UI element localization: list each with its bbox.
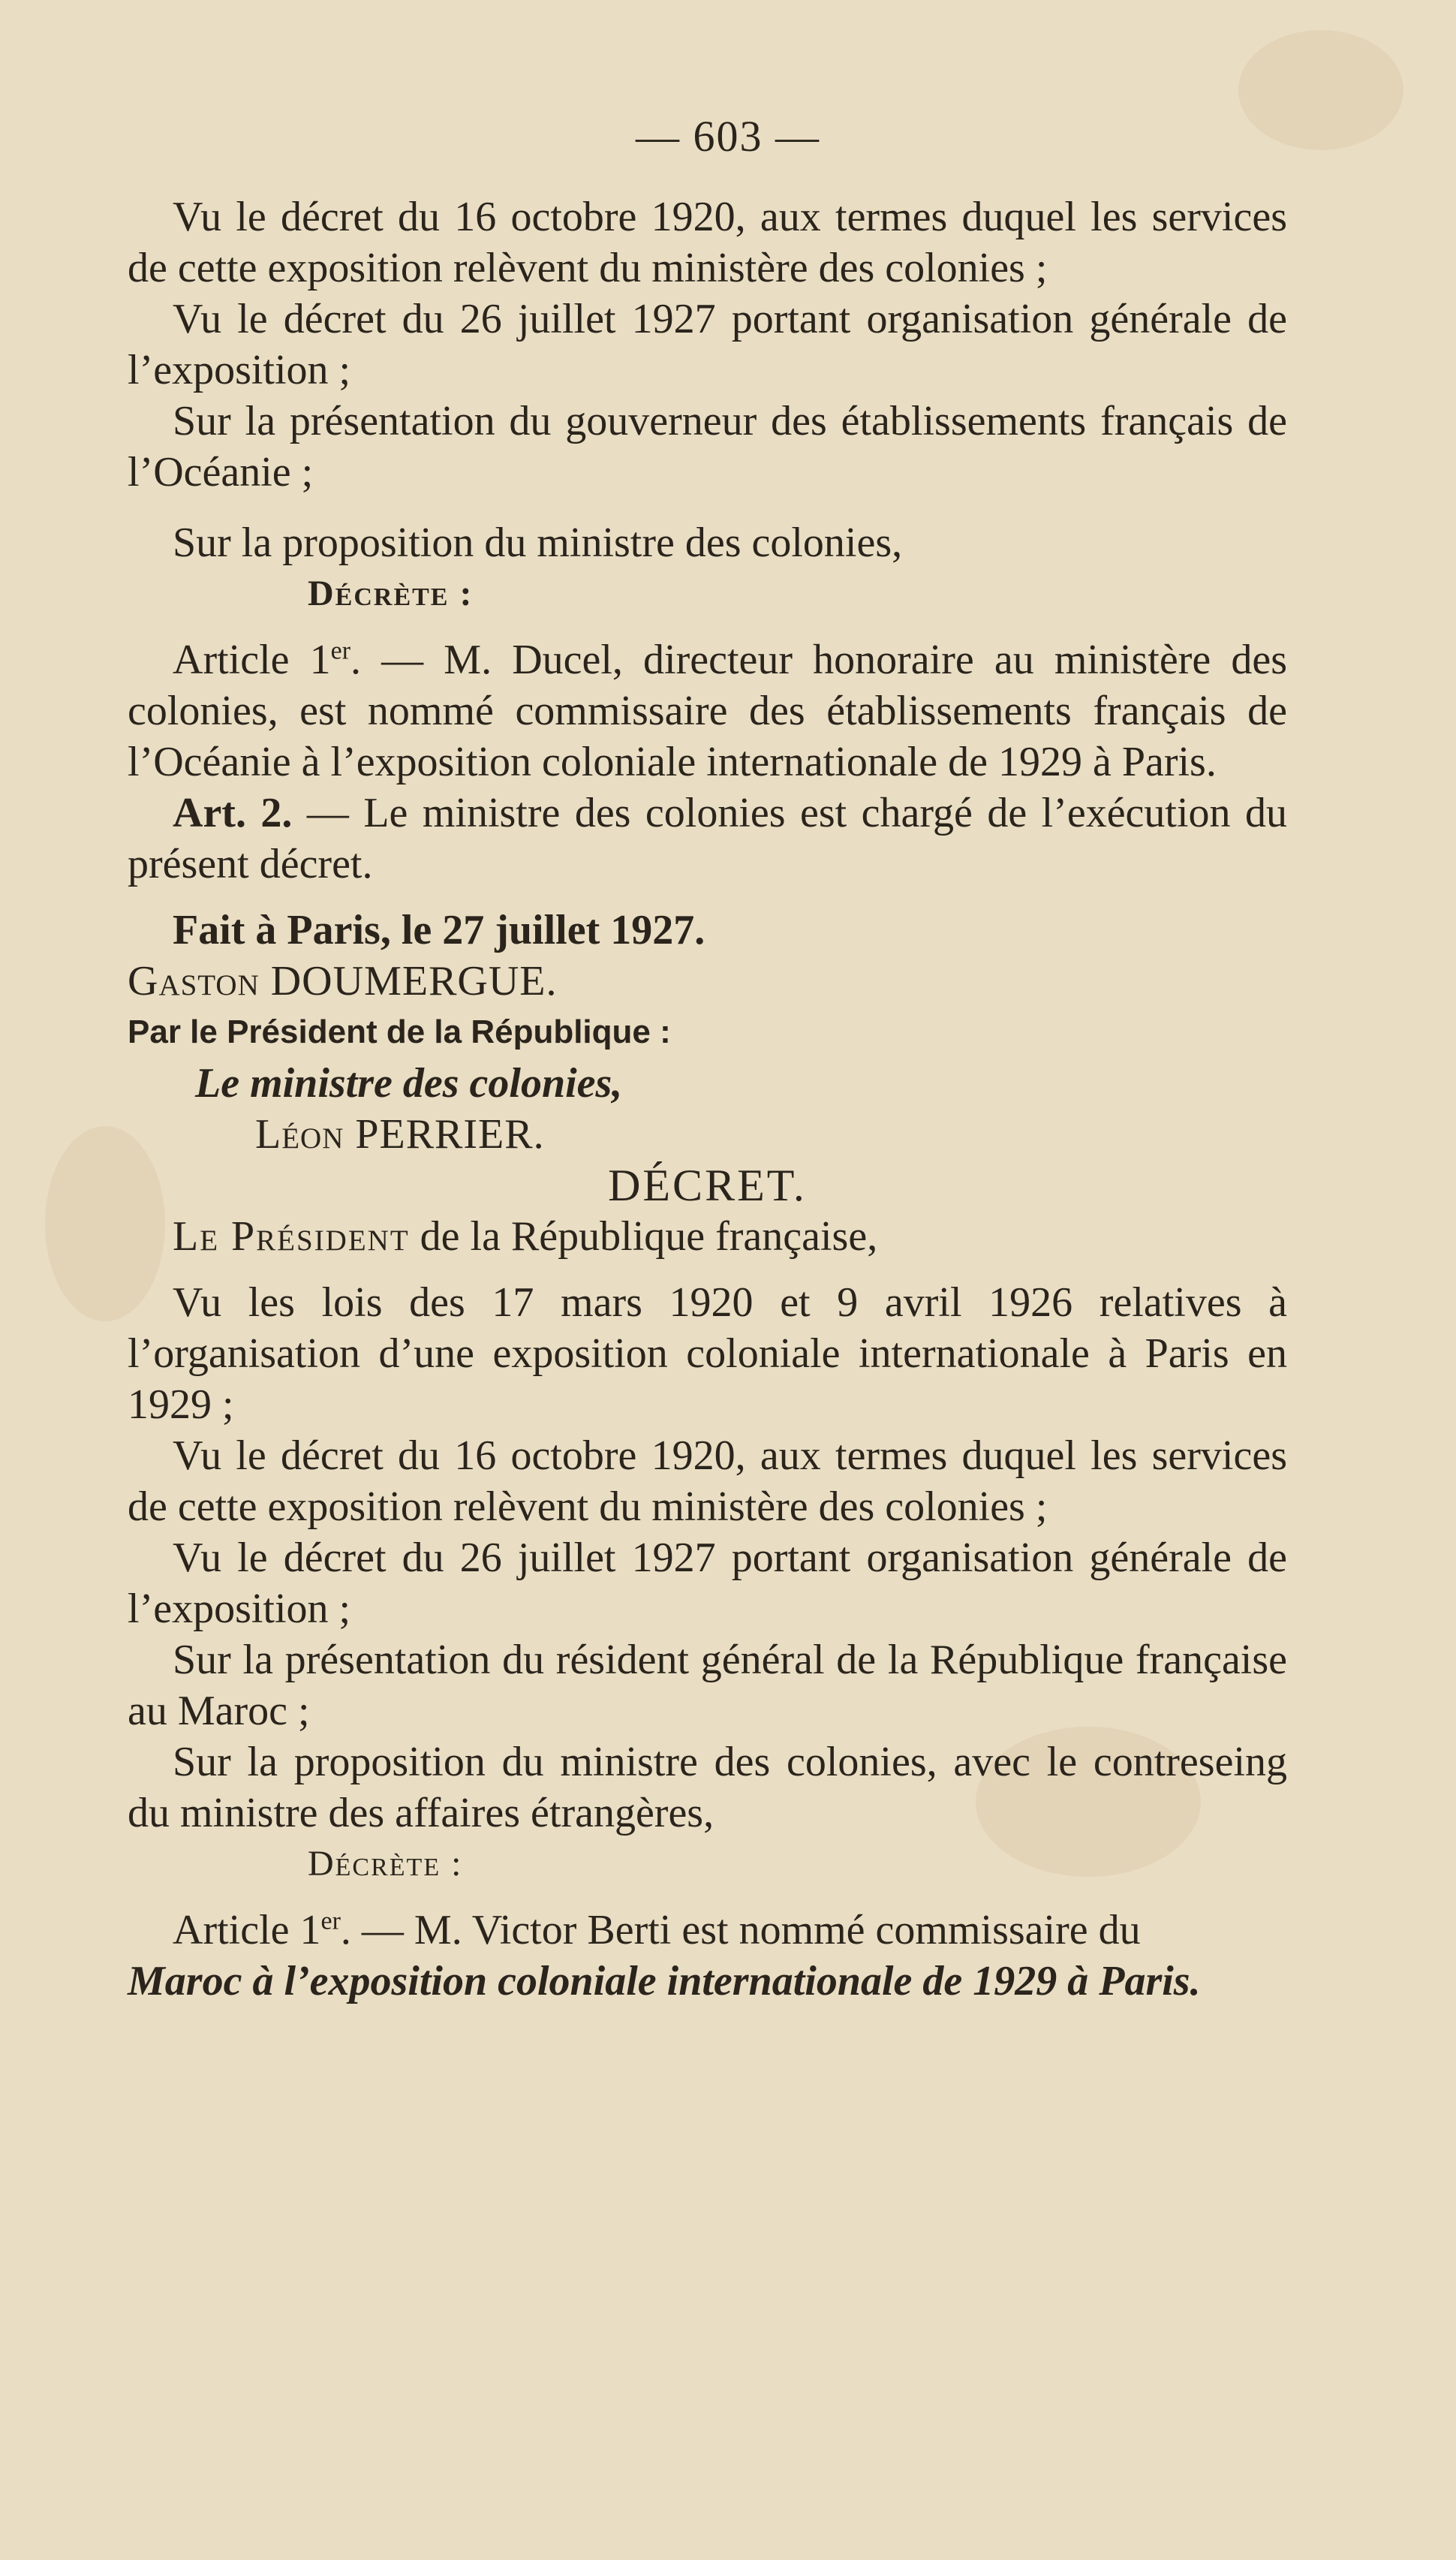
article-text: . — M. Victor Berti est nommé commissaire du: [340, 1907, 1141, 1953]
consideration-paragraph: Vu le décret du 26 juillet 1927 portant organisation générale de l’exposition ;: [128, 1534, 1287, 1632]
decrete-label: Décrète :: [308, 574, 474, 613]
proposition-paragraph: Sur la proposition du ministre des colonies,: [173, 520, 903, 566]
article-text: . — M. Ducel, directeur honoraire au ministère des colonies, est nommé commissaire des établissements français de l’Océanie à l’exposition coloniale internationale de 1929 à Paris.: [128, 637, 1287, 785]
article-label: Article 1: [173, 1907, 321, 1953]
consideration-paragraph: Sur la présentation du résident général de la République française au Maroc ;: [128, 1637, 1287, 1734]
president-rest: de la République française,: [409, 1213, 878, 1260]
consideration-paragraph: Vu le décret du 26 juillet 1927 portant organisation générale de l’exposition ;: [128, 296, 1287, 393]
consideration-paragraph: Vu les lois des 17 mars 1920 et 9 avril 1926 relatives à l’organisation d’une exposition coloniale internationale à Paris en 1929 ;: [128, 1279, 1287, 1428]
consideration-paragraph: Vu le décret du 16 octobre 1920, aux termes duquel les services de cette exposition relèvent du ministère des colonies ;: [128, 194, 1287, 291]
article-ordinal: er: [330, 637, 351, 665]
page-number: — 603 —: [636, 112, 820, 161]
signature: Gaston DOUMERGUE.: [128, 958, 558, 1004]
president-line: [128, 1211, 1287, 1262]
article-paragraph: [128, 1905, 1287, 1956]
minister-name: Léon PERRIER.: [255, 1111, 545, 1158]
article-paragraph: [128, 634, 1287, 788]
decree-heading: DÉCRET.: [608, 1161, 807, 1210]
document-body: [128, 191, 1287, 2007]
consideration-paragraph: Sur la présentation du gouverneur des établissements français de l’Océanie ;: [128, 398, 1287, 495]
minister-title: Le ministre des colonies,: [195, 1060, 623, 1107]
article-paragraph: [128, 788, 1287, 890]
article-ordinal: er: [320, 1907, 341, 1935]
date-line: Fait à Paris, le 27 juillet 1927.: [173, 907, 705, 953]
proposition-paragraph: Sur la proposition du ministre des colonies, avec le contreseing du ministre des affaires étrangères,: [128, 1739, 1287, 1836]
president-prefix: Le Président: [173, 1213, 410, 1260]
by-president-line: Par le Président de la République :: [128, 1013, 671, 1050]
article-label: Article 1: [173, 637, 331, 683]
consideration-paragraph: Vu le décret du 16 octobre 1920, aux termes duquel les services de cette exposition relèvent du ministère des colonies ;: [128, 1432, 1287, 1530]
article-text: — Le ministre des colonies est chargé de l’exécution du présent décret.: [128, 790, 1287, 887]
article-label: Art. 2.: [173, 790, 293, 836]
article-continuation: Maroc à l’exposition coloniale internationale de 1929 à Paris.: [128, 1958, 1201, 2004]
decrete-label: Décrète :: [308, 1844, 463, 1884]
